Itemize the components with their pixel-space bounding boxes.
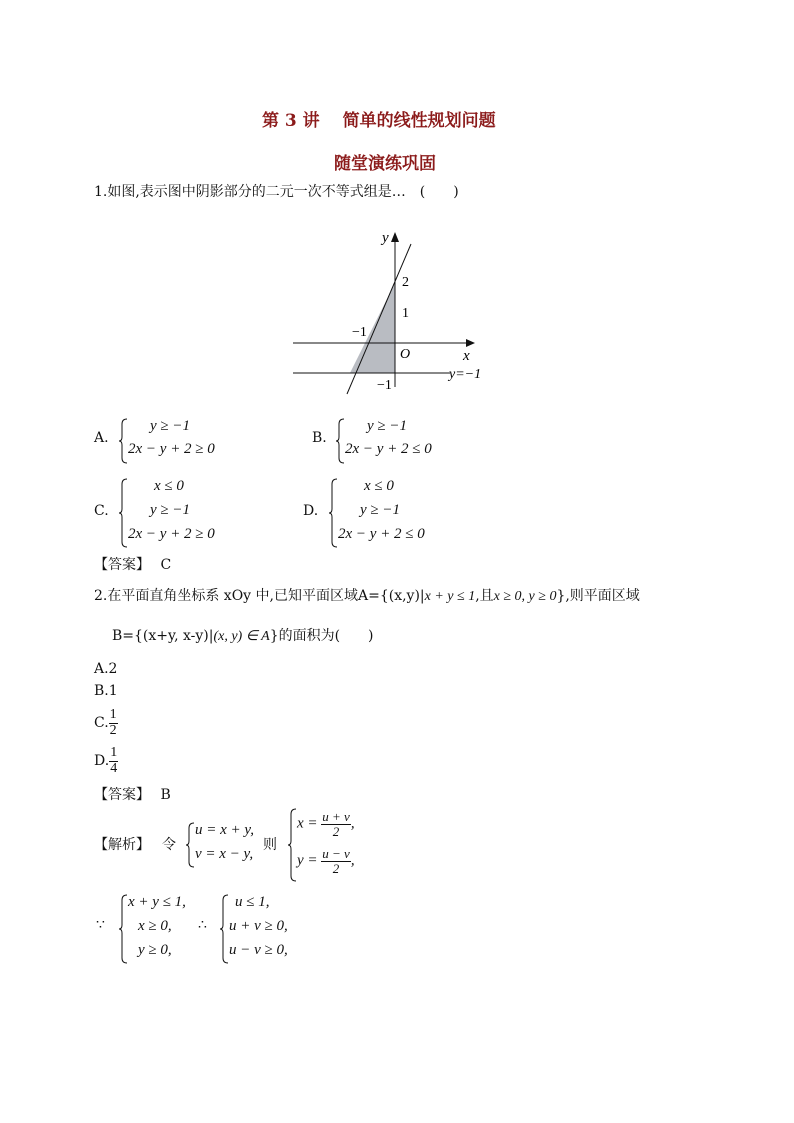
q1-option-c-system — [118, 478, 228, 548]
y-fraction — [321, 847, 351, 875]
q1-option-d-line-3: 2x − y + 2 ≤ 0 — [338, 526, 425, 542]
q1-option-b-line-2: 2x − y + 2 ≤ 0 — [345, 441, 432, 457]
analysis-system-1-line-2: v = x − y, — [195, 846, 254, 862]
analysis-ling: 令 — [162, 837, 176, 853]
analysis-system-1 — [185, 822, 265, 868]
analysis-system-2-line-2: y = $\frac{u - v}{2}$ , — [297, 846, 355, 876]
fraction-denominator: 2 — [109, 722, 117, 738]
analysis-system-4-line-2: u + v ≥ 0, — [229, 918, 288, 934]
q2-stem-text-a: 2.在平面直角坐标系 xOy 中,已知平面区域A={(x,y)| — [94, 588, 425, 604]
q1-option-a-system — [118, 418, 228, 464]
q2-option-c-fraction — [109, 708, 118, 738]
therefore-symbol: ∴ — [198, 917, 207, 933]
fraction-numerator: 1 — [109, 707, 117, 722]
q2-option-c — [94, 708, 118, 738]
q2-stem-math-1: x + y ≤ 1 — [424, 589, 476, 604]
analysis-system-3-line-2: x ≥ 0, — [138, 918, 172, 934]
q2-stem-text-b: ,且 — [475, 588, 494, 604]
q2-stem-line-1 — [94, 585, 640, 605]
q2-stem2-text-a: B={(x+y, x-y)| — [112, 628, 214, 644]
q2-stem2-math: (x, y) ∈ A — [213, 629, 270, 644]
q2-option-c-label: C. — [94, 715, 109, 732]
line-label-y-neg1: y=−1 — [449, 367, 482, 382]
page-title: 第 3 讲 简单的线性规划问题 — [262, 111, 496, 131]
analysis-system-3-line-1: x + y ≤ 1, — [128, 894, 186, 910]
tick-label-neg1-x: −1 — [352, 325, 367, 340]
q1-option-d-label: D. — [303, 503, 319, 519]
tick-label-2: 2 — [402, 275, 409, 290]
y-equals: y = — [297, 852, 318, 869]
analysis-tag: 【解析】 — [94, 837, 150, 853]
because-symbol: ∵ — [96, 917, 105, 933]
q1-stem: 1.如图,表示图中阴影部分的二元一次不等式组是… ( ) — [94, 184, 459, 200]
analysis-ze: 则 — [263, 837, 277, 853]
x-fraction — [321, 810, 351, 838]
q1-option-d-system — [328, 478, 438, 548]
q1-answer — [94, 554, 171, 574]
analysis-system-4-line-3: u − v ≥ 0, — [229, 942, 288, 958]
q1-option-d-line-1: x ≤ 0 — [364, 478, 394, 494]
tick-label-neg1-y: −1 — [377, 378, 392, 393]
q2-option-b: B.1 — [94, 683, 118, 699]
q2-option-d — [94, 746, 118, 776]
q1-option-d-line-2: y ≥ −1 — [360, 502, 401, 518]
fraction-numerator: u − v — [322, 846, 350, 861]
analysis-system-4-line-1: u ≤ 1, — [235, 894, 270, 910]
q1-option-c-line-1: x ≤ 0 — [154, 478, 184, 494]
section-subtitle: 随堂演练巩固 — [334, 154, 436, 174]
answer-value: B — [160, 787, 171, 803]
fraction-denominator: 2 — [332, 823, 340, 839]
q2-option-d-label: D. — [94, 753, 110, 770]
answer-tag: 【答案】 — [94, 787, 150, 803]
q2-answer — [94, 784, 171, 804]
x-axis-label: x — [463, 348, 470, 364]
q1-option-b-line-1: y ≥ −1 — [367, 418, 408, 434]
q1-option-c-line-3: 2x − y + 2 ≥ 0 — [128, 526, 215, 542]
q2-stem-line-2 — [112, 625, 374, 645]
q1-option-c-line-2: y ≥ −1 — [150, 502, 191, 518]
q1-graph — [285, 222, 495, 400]
answer-value: C — [160, 557, 172, 573]
q1-option-b-system — [335, 418, 445, 464]
answer-tag: 【答案】 — [94, 557, 150, 573]
q1-option-a-line-2: 2x − y + 2 ≥ 0 — [128, 441, 215, 457]
x-axis-arrow — [466, 339, 475, 347]
q2-option-a: A.2 — [94, 661, 118, 677]
analysis-system-2-line-1: x = $\frac{u + v}{2}$ , — [297, 809, 355, 839]
fraction-denominator: 2 — [332, 860, 340, 876]
y-axis-label: y — [382, 230, 389, 246]
fraction-numerator: u + v — [322, 809, 350, 824]
analysis-system-4 — [219, 894, 299, 964]
tick-label-1: 1 — [402, 306, 409, 321]
fraction-denominator: 4 — [110, 760, 118, 776]
q2-stem2-text-b: }的面积为( ) — [269, 628, 374, 644]
q1-option-c-label: C. — [94, 503, 109, 519]
analysis-system-3-line-3: y ≥ 0, — [138, 942, 172, 958]
y-axis-arrow — [391, 232, 399, 242]
q1-option-a-line-1: y ≥ −1 — [150, 418, 191, 434]
q2-stem-text-c: },则平面区域 — [556, 588, 640, 604]
analysis-system-3 — [118, 894, 198, 964]
analysis-system-1-line-1: u = x + y, — [195, 822, 254, 838]
q1-option-a-label: A. — [94, 430, 109, 446]
origin-label: O — [400, 347, 411, 362]
analysis-system-2 — [287, 808, 377, 882]
x-equals: x = — [297, 815, 318, 832]
q2-option-d-fraction — [109, 746, 118, 776]
fraction-numerator: 1 — [110, 745, 118, 760]
q1-option-b-label: B. — [312, 430, 327, 446]
q2-stem-math-2: x ≥ 0, y ≥ 0 — [493, 589, 557, 604]
